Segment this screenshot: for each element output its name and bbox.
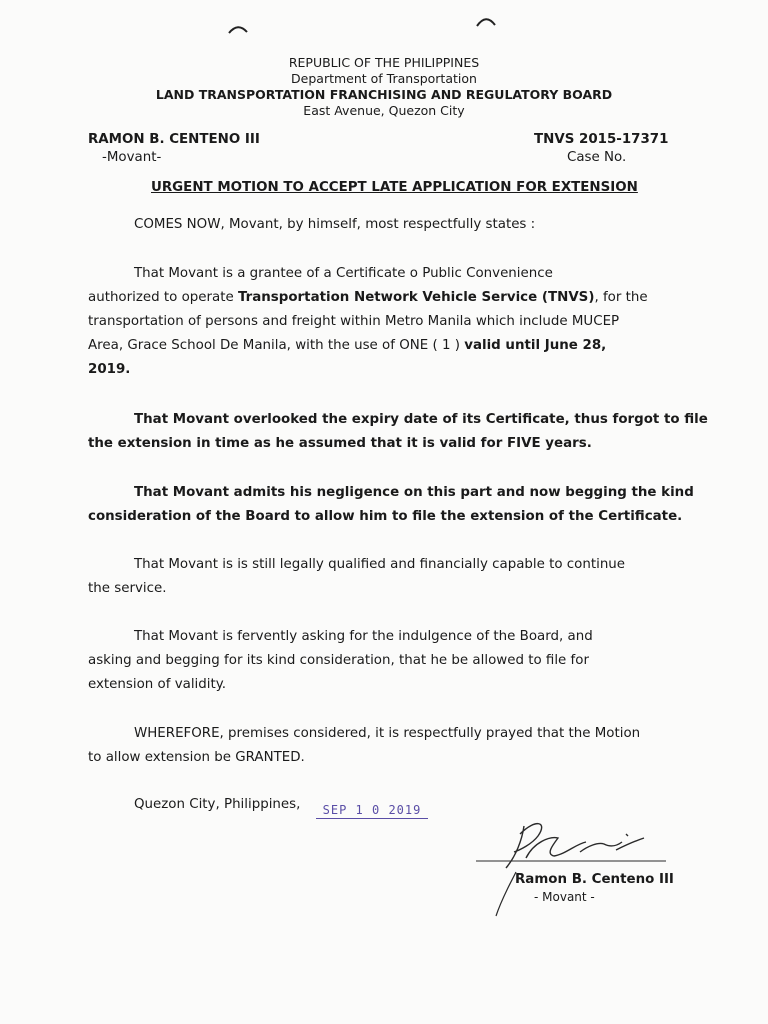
paragraph-line: transportation of persons and freight within Metro Manila which include MUCEP bbox=[88, 314, 620, 329]
party-role: -Movant- bbox=[102, 150, 162, 165]
paragraph-line: asking and begging for its kind consideration, that he be allowed to file for bbox=[88, 653, 589, 668]
case-number-label: Case No. bbox=[567, 150, 627, 165]
date-stamp: SEP 1 0 2019 bbox=[322, 803, 422, 817]
paragraph-line: WHEREFORE, premises considered, it is respectfully prayed that the Motion bbox=[134, 726, 641, 741]
paragraph-line bbox=[88, 286, 688, 310]
party-name: RAMON B. CENTENO III bbox=[88, 132, 260, 147]
paragraph-line bbox=[88, 334, 688, 358]
paragraph-line: That Movant is fervently asking for the indulgence of the Board, and bbox=[134, 629, 593, 644]
document-title: URGENT MOTION TO ACCEPT LATE APPLICATION FOR EXTENSION bbox=[151, 180, 638, 195]
signature-image bbox=[476, 812, 672, 922]
date-stamp-line bbox=[316, 799, 428, 819]
paragraph-line: That Movant is is still legally qualified and financially capable to continue bbox=[134, 557, 626, 572]
header-department: Department of Transportation bbox=[291, 71, 477, 86]
text-span: Area, Grace School De Manila, with the use of ONE ( 1 ) bbox=[88, 338, 465, 353]
paragraph-line: That Movant overlooked the expiry date of its Certificate, thus forgot to file bbox=[134, 412, 708, 427]
header-address: East Avenue, Quezon City bbox=[303, 103, 465, 118]
signatory-name: Ramon B. Centeno III bbox=[515, 872, 674, 887]
paragraph-indulgence bbox=[88, 625, 688, 697]
text-span: authorized to operate bbox=[88, 290, 238, 305]
case-number: TNVS 2015-17371 bbox=[534, 132, 669, 147]
paragraph-line: consideration of the Board to allow him to file the extension of the Certificate. bbox=[88, 509, 683, 524]
paragraph-line: That Movant is a grantee of a Certificate o Public Convenience bbox=[134, 266, 553, 281]
punch-hole-left bbox=[226, 22, 250, 36]
paragraph-line: the service. bbox=[88, 581, 167, 596]
paragraph-wherefore bbox=[88, 722, 688, 770]
text-span-bold: Transportation Network Vehicle Service (TNVS) bbox=[237, 290, 595, 305]
closing-place: Quezon City, Philippines, bbox=[134, 797, 301, 812]
paragraph-grantee bbox=[88, 262, 688, 382]
paragraph-line: the extension in time as he assumed that it is valid for FIVE years. bbox=[88, 436, 592, 451]
paragraph-overlooked bbox=[88, 408, 708, 456]
paragraph-line: to allow extension be GRANTED. bbox=[88, 750, 305, 765]
intro-statement: COMES NOW, Movant, by himself, most respectfully states : bbox=[134, 217, 536, 232]
signatory-role: - Movant - bbox=[534, 890, 595, 904]
header-country: REPUBLIC OF THE PHILIPPINES bbox=[288, 55, 480, 70]
paragraph-negligence bbox=[88, 481, 694, 529]
header-agency: LAND TRANSPORTATION FRANCHISING AND REGULATORY BOARD bbox=[155, 87, 613, 102]
paragraph-line: That Movant admits his negligence on this part and now begging the kind bbox=[134, 485, 694, 500]
text-span-bold: valid until June 28, bbox=[464, 338, 607, 353]
punch-hole-right bbox=[474, 13, 498, 29]
text-span: , for the bbox=[594, 290, 648, 305]
paragraph-line: extension of validity. bbox=[88, 677, 227, 692]
paragraph-qualified bbox=[88, 553, 688, 601]
paragraph-line: 2019. bbox=[88, 362, 131, 377]
